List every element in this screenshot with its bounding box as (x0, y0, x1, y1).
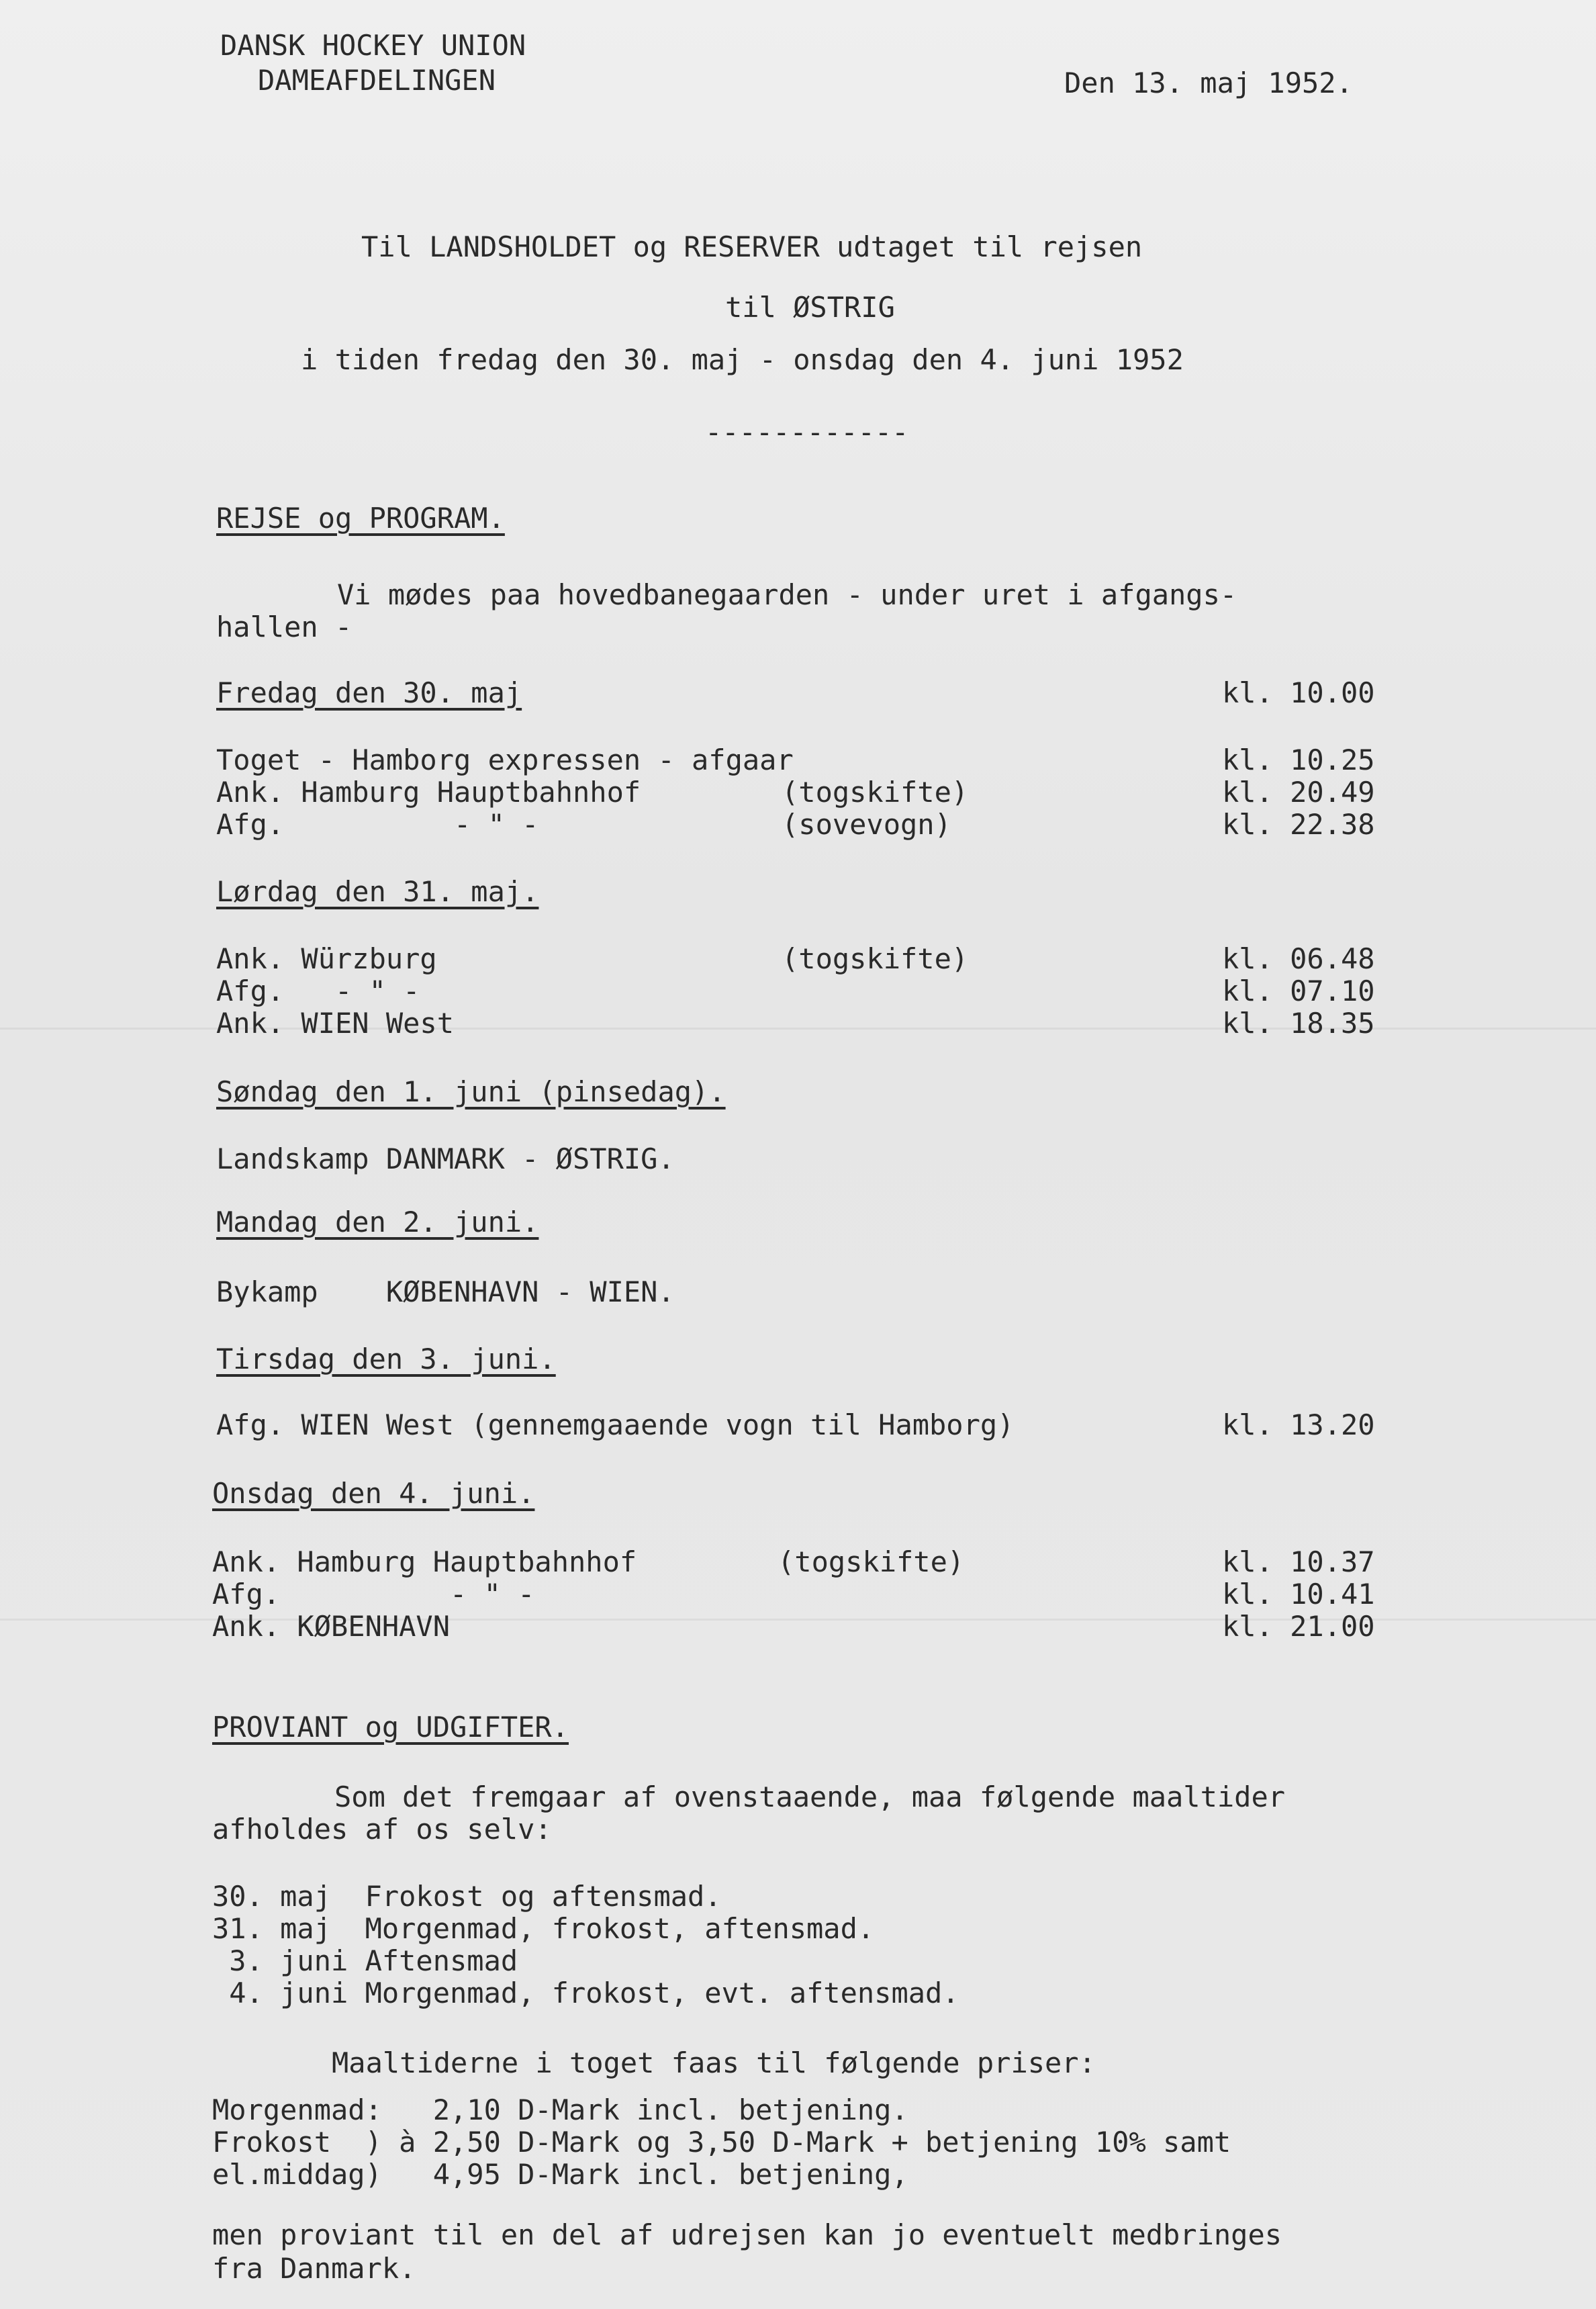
schedule-item: Ank. KØBENHAVN (212, 1610, 451, 1643)
schedule-item: Bykamp KØBENHAVN - WIEN. (216, 1275, 675, 1308)
schedule-item: Ank. Hamburg Hauptbahnhof (212, 1545, 637, 1578)
intro-line-3: i tiden fredag den 30. maj - onsdag den 4. juni 1952 (301, 343, 1184, 376)
schedule-note: (togskifte) (778, 1545, 965, 1578)
intro-line-2: til ØSTRIG (725, 291, 895, 324)
prices-intro: Maaltiderne i toget faas til følgende priser: (332, 2046, 1096, 2079)
schedule-item: Ank. WIEN West (216, 1007, 455, 1040)
meal-list-item: 31. maj Morgenmad, frokost, aftensmad. (212, 1912, 875, 1945)
price-line: Morgenmad: 2,10 D-Mark incl. betjening. (212, 2093, 908, 2126)
schedule-item: Landskamp DANMARK - ØSTRIG. (216, 1142, 675, 1175)
price-line: Frokost ) à 2,50 D-Mark og 3,50 D-Mark + betjening 10% samt (212, 2126, 1231, 2159)
schedule-note: (togskifte) (782, 776, 969, 809)
org-name: DANSK HOCKEY UNION (220, 29, 526, 62)
price-line: el.middag) 4,95 D-Mark incl. betjening, (212, 2158, 908, 2191)
schedule-item: Ank. Hamburg Hauptbahnhof (216, 776, 641, 809)
time: kl. 10.00 (1222, 676, 1375, 709)
proviant-text-cont: afholdes af os selv: (212, 1813, 552, 1846)
time: kl. 21.00 (1222, 1610, 1375, 1643)
schedule-item: Afg. WIEN West (gennemgaaende vogn til Hamborg) (216, 1408, 1015, 1441)
schedule-note: (togskifte) (782, 942, 969, 975)
schedule-item: Toget - Hamborg expressen - afgaar (216, 743, 794, 776)
meal-list-item: 30. maj Frokost og aftensmad. (212, 1880, 722, 1913)
schedule-item: Afg. - " - (216, 808, 539, 841)
meal-list-item: 4. juni Morgenmad, frokost, evt. aftensmad. (212, 1977, 959, 2009)
time: kl. 18.35 (1222, 1007, 1375, 1040)
schedule-item: Afg. - " - (212, 1578, 535, 1611)
section-heading-rejse: REJSE og PROGRAM. (216, 502, 505, 535)
closing-text-cont: fra Danmark. (212, 2252, 416, 2285)
day-heading: Tirsdag den 3. juni. (216, 1343, 556, 1375)
divider-dashes: ------------ (705, 416, 909, 449)
day-heading: Søndag den 1. juni (pinsedag). (216, 1075, 726, 1108)
time: kl. 13.20 (1222, 1408, 1375, 1441)
time: kl. 07.10 (1222, 975, 1375, 1007)
proviant-text: Som det fremgaar af ovenstaaende, maa følgende maaltider (334, 1780, 1286, 1813)
letter-date: Den 13. maj 1952. (1064, 66, 1353, 99)
meal-list-item: 3. juni Aftensmad (212, 1944, 518, 1977)
closing-text: men proviant til en del af udrejsen kan jo eventuelt medbringes (212, 2218, 1282, 2251)
day-heading: Lørdag den 31. maj. (216, 875, 539, 908)
time: kl. 20.49 (1222, 776, 1375, 809)
time: kl. 10.41 (1222, 1578, 1375, 1611)
time: kl. 10.37 (1222, 1545, 1375, 1578)
meeting-text: Vi mødes paa hovedbanegaarden - under uret i afgangs- (337, 578, 1237, 611)
org-department: DAMEAFDELINGEN (258, 64, 496, 97)
schedule-note: (sovevogn) (782, 808, 951, 841)
day-heading: Onsdag den 4. juni. (212, 1477, 535, 1510)
time: kl. 10.25 (1222, 743, 1375, 776)
section-heading-proviant: PROVIANT og UDGIFTER. (212, 1711, 569, 1744)
meeting-text-cont: hallen - (216, 610, 353, 643)
day-heading: Fredag den 30. maj (216, 676, 522, 709)
time: kl. 06.48 (1222, 942, 1375, 975)
schedule-item: Ank. Würzburg (216, 942, 437, 975)
intro-line-1: Til LANDSHOLDET og RESERVER udtaget til rejsen (361, 230, 1143, 263)
day-heading: Mandag den 2. juni. (216, 1206, 539, 1238)
schedule-item: Afg. - " - (216, 975, 420, 1007)
time: kl. 22.38 (1222, 808, 1375, 841)
